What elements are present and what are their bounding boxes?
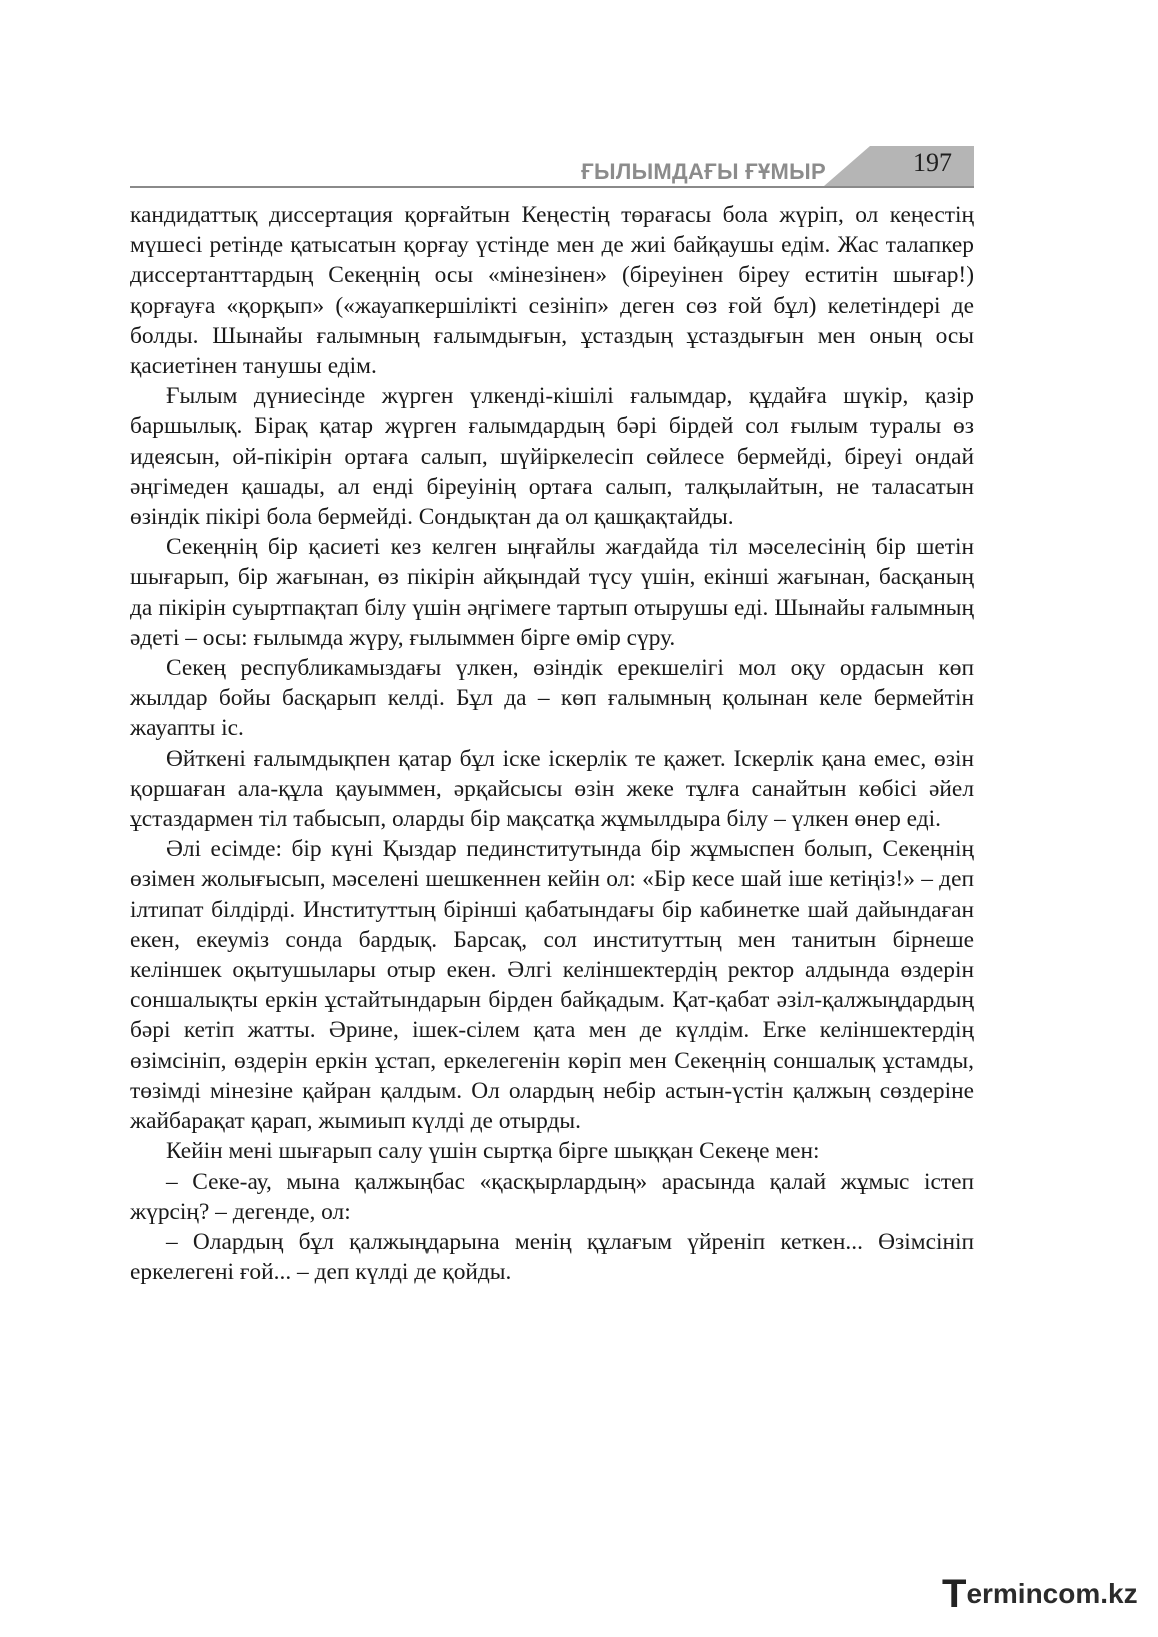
body-text (130, 200, 974, 1287)
paragraph-2: Ғылым дүниесінде жүрген үлкенді-кішілі ғалымдар, құдайға шүкір, қазір баршылық. Бірақ қатар жүрген ғалымдардың бәрі бірдей сол ғылым туралы өз идеясын, ой-пікірін ортаға салып, шүйіркелесіп сөйлесе бермейді, біреуі ондай әңгімеден қашады, ал енді біреуінің ортаға салып, талқылайтын, не таласатын өзіндік пікірі бола бермейді. Сондықтан да ол қашқақтайды. (130, 383, 974, 531)
paragraph-3: Секеңнің бір қасиеті кез келген ыңғайлы жағдайда тіл мәселесінің бір шетін шығарып, бір жағынан, өз пікірін айқындай түсу үшін, екінші жағынан, басқаның да пікірін суыртпақтап білу үшін әңгімеге тартып отырушы еді. Шынайы ғалымның әдеті – осы: ғылымда жүру, ғылыммен бірге өмір сүру. (130, 534, 974, 651)
running-header (130, 138, 974, 188)
page-number-tab (824, 142, 974, 186)
page-number: 197 (913, 148, 952, 177)
paragraph-8: – Секе-ау, мына қалжыңбас «қасқырлардың» арасында қалай жұмыс істеп жүрсің? – дегенде, ол: (130, 1168, 974, 1225)
paragraph-1: кандидаттық диссертация қорғайтын Кеңестің төрағасы бола жүріп, ол кеңестің мүшесі ретінде қатысатын қорғау үстінде мен де жиі байқаушы едім. Жас талапкер диссертанттардың Секеңнің осы «мінезінен» (біреуінен біреу еститін шығар!) қорғауға «қорқып» («жауапкершілікті сезініп» деген сөз ғой бұл) келетіндері де болды. Шынайы ғалымның ғалымдығын, ұстаздың ұстаздығын мен оның осы қасиетінен танушы едім. (130, 202, 974, 380)
paragraph-4: Секең республикамыздағы үлкен, өзіндік ерекшелігі мол оқу ордасын көп жылдар бойы басқарып келді. Бұл да – көп ғалымның қолынан келе бермейтін жауапты іс. (130, 655, 974, 742)
watermark-letter: T (942, 1572, 967, 1616)
header-rule (130, 186, 974, 188)
watermark-logo (942, 1574, 1142, 1618)
paragraph-6: Әлі есімде: бір күні Қыздар пединститутында бір жұмыспен болып, Секеңнің өзімен жолығысып, мәселені шешкеннен кейін ол: «Бір кесе шай іше кетіңіз!» – деп ілтипат білдірді. Институттың бірінші қабатындағы бір кабинетке шай дайындаған екен, екеуміз сонда бардық. Барсақ, сол институттың мен танитын бірнеше келіншек оқытушылары отыр екен. Әлгі келіншектердің ректор алдында өздерін соншалықты еркін ұстайтындарын бірден байқадым. Қат-қабат әзіл-қалжыңдардың бәрі кетіп жатты. Әрине, ішек-сілем қата мен де күлдім. Erкe келіншектердің өзімсініп, өздерін еркін ұстап, еркелегенін көріп мен Секеңнің соншалық ұстамды, төзімді мінезіне қайран қалдым. Ол олардың небір астын-үстін қалжың сөздеріне жайбарақат қарап, жымиып күлді де отырды. (130, 836, 974, 1135)
paragraph-5: Өйткені ғалымдықпен қатар бұл іске іскерлік те қажет. Іскерлік қана емес, өзін қоршаған ала-құла қауыммен, әрқайсысы өзін жеке тұлға санайтын көбісі әйел ұстаздармен тіл табысып, оларды бір мақсатқа жұмылдыра білу – үлкен өнер еді. (130, 745, 974, 833)
running-title: ҒЫЛЫМДАҒЫ ҒҰМЫР (581, 159, 826, 184)
paragraph-9: – Олардың бұл қалжыңдарына менің құлағым үйреніп кеткен... Өзімсініп еркелегені ғой... – деп күлді де қойды. (130, 1228, 974, 1286)
watermark-text: ermincom.kz (966, 1578, 1138, 1609)
paragraph-7: Кейін мені шығарып салу үшін сыртқа бірге шыққан Секеңе мен: (166, 1138, 820, 1165)
